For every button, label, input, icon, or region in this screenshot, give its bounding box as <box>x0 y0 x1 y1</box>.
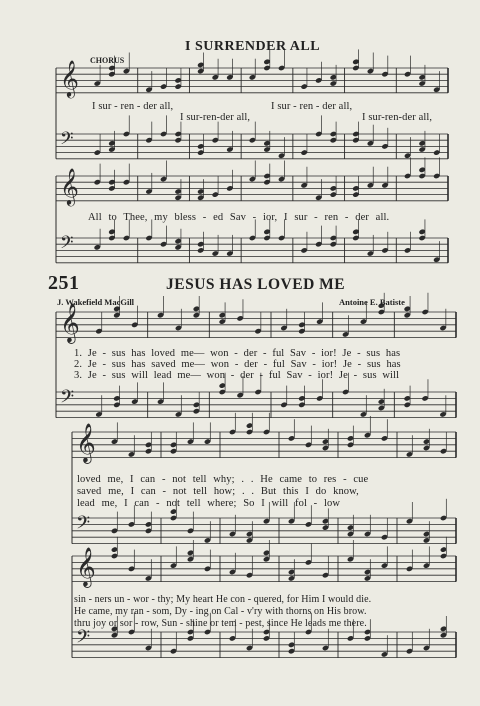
lyric-verse2-line3: He came, my ran - som, Dy - ing on Cal - v'ry with thorns on His brow. <box>74 606 367 617</box>
lyric-verse1-line3: sin - ners un - wor - thy; My heart He con - quered, for Him I would die. <box>74 594 372 605</box>
treble-clef: 𝄞 <box>60 302 80 342</box>
lyric-verse3-line3: thru joy or sor - row, Sun - shine or tem - pest, since He leads me there. <box>74 618 367 629</box>
bass-clef: 𝄢 <box>60 231 74 257</box>
song-title-surrender: I SURRENDER ALL <box>185 39 321 54</box>
lyric-verse1-line2: loved me, I can - not tell why; . . He came to res - cue <box>77 474 369 485</box>
lyric-verse3-line1: 3. Je - sus will lead me— won - der - ful Sav - ior! Je - sus will <box>74 370 400 381</box>
lyric-chorus-1b: I sur - ren - der all, <box>271 101 353 112</box>
hymn-title: JESUS HAS LOVED ME <box>166 276 346 293</box>
lyric-verse2-line1: 2. Je - sus has saved me— won - der - ful Sav - ior! Je - sus has <box>74 359 401 370</box>
lyric-chorus-1a: I sur - ren - der all, <box>92 101 174 112</box>
lyric-chorus-2: All to Thee, my bless - ed Sav - ior, I sur - ren - der all. <box>88 212 390 223</box>
bass-clef: 𝄢 <box>76 627 90 653</box>
treble-clef: 𝄞 <box>76 546 96 586</box>
hymn-number: 251 <box>48 272 80 294</box>
treble-clef: 𝄞 <box>60 59 80 98</box>
lyric-verse2-line2: saved me, I can - not tell how; . . But this I do know, <box>77 486 359 497</box>
music-composer: Antoine E. Batiste <box>339 297 405 307</box>
bass-clef: 𝄢 <box>76 513 90 539</box>
lyric-echo-2: I sur-ren-der all, <box>362 112 433 123</box>
treble-clef: 𝄞 <box>76 422 96 462</box>
chorus-label: CHORUS <box>90 56 125 65</box>
lyric-echo-1: I sur-ren-der all, <box>180 112 251 123</box>
lyric-verse1-line1: 1. Je - sus has loved me— won - der - ful Sav - ior! Je - sus has <box>74 348 401 359</box>
lyric-verse3-line2: lead me, I can - not tell where; So I will fol - low <box>77 498 341 509</box>
words-author: J. Wakefield MacGill <box>57 297 135 307</box>
treble-clef: 𝄞 <box>60 167 80 206</box>
bass-clef: 𝄢 <box>60 127 74 153</box>
bass-clef: 𝄢 <box>60 387 74 413</box>
